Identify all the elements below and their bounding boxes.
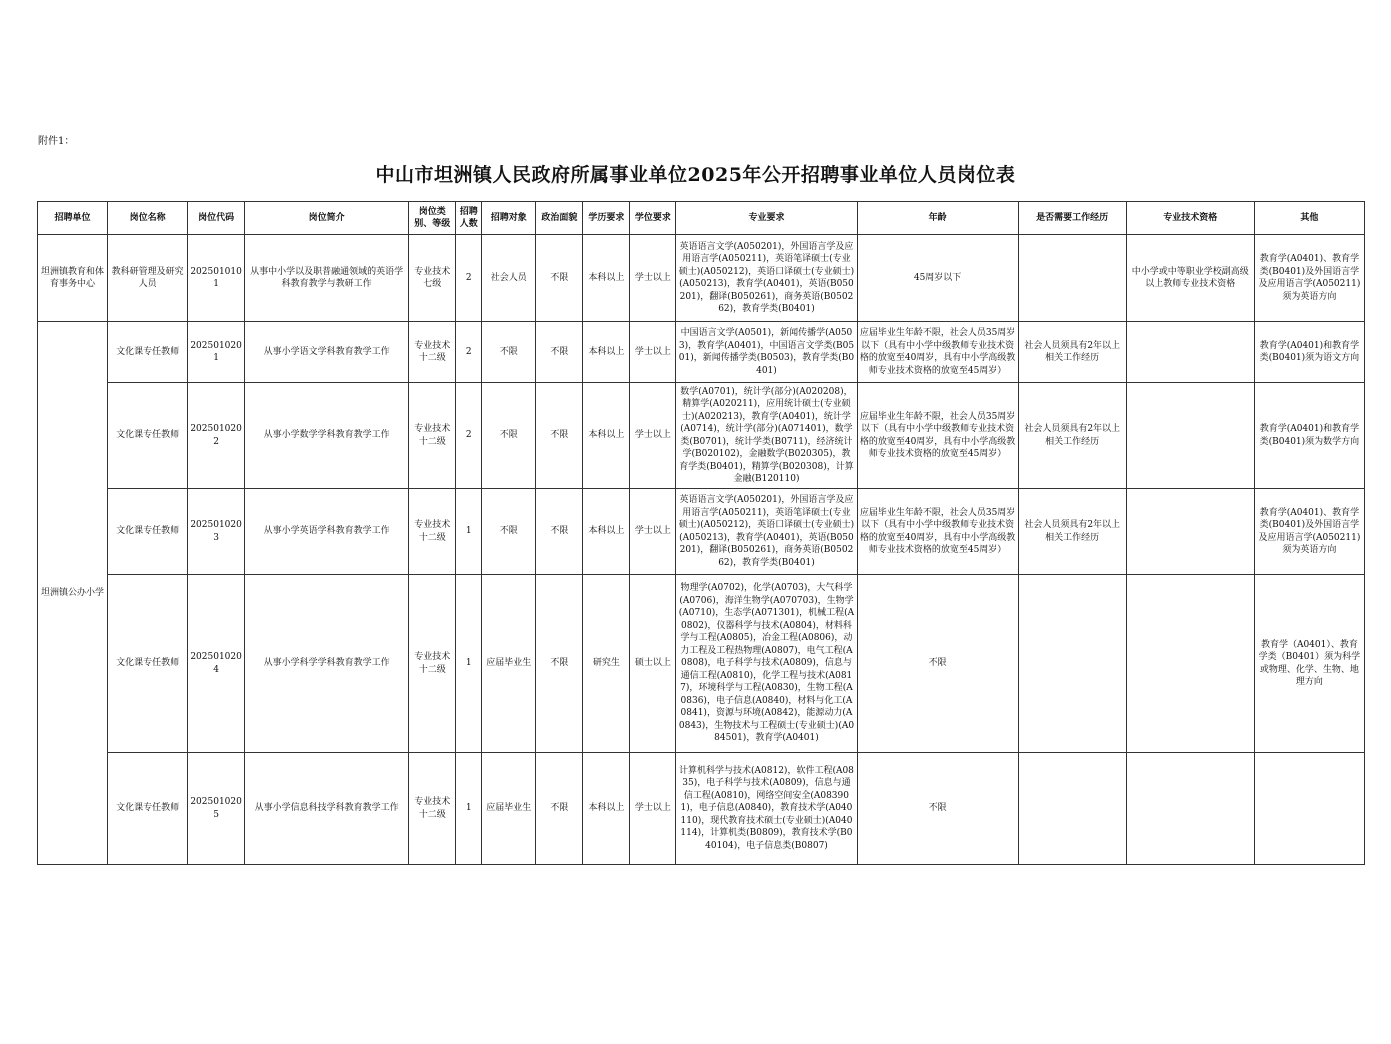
header-cell: 年龄 [857,202,1018,235]
count-cell: 1 [456,753,482,865]
other-cell: 教育学(A0401)和教育学类(B0401)须为语文方向 [1254,322,1364,383]
header-cell: 招聘单位 [38,202,108,235]
header-cell: 其他 [1254,202,1364,235]
qualification-cell [1126,322,1254,383]
unit-cell: 坦洲镇教育和体育事务中心 [38,235,108,322]
header-cell: 岗位类别、等级 [409,202,456,235]
degree-cell: 硕士以上 [630,575,676,753]
header-cell: 招聘人数 [456,202,482,235]
position-cell: 文化课专任教师 [108,322,188,383]
code-cell: 2025010204 [188,575,245,753]
header-cell: 岗位代码 [188,202,245,235]
experience-cell: 社会人员须具有2年以上相关工作经历 [1018,489,1126,575]
header-cell: 学历要求 [583,202,630,235]
header-row [38,202,1365,235]
age-cell: 应届毕业生年龄不限，社会人员35周岁以下（具有中小学中级教师专业技术资格的放宽至40周岁，具有中小学高级教师专业技术资格的放宽至45周岁） [857,322,1018,383]
grade-cell: 专业技术十二级 [409,489,456,575]
degree-cell: 学士以上 [630,322,676,383]
table-row [38,235,1365,322]
education-cell: 本科以上 [583,383,630,489]
education-cell: 研究生 [583,575,630,753]
grade-cell: 专业技术十二级 [409,753,456,865]
code-cell: 2025010101 [188,235,245,322]
grade-cell: 专业技术十二级 [409,383,456,489]
political-cell: 不限 [536,753,583,865]
table-row [38,575,1365,753]
degree-cell: 学士以上 [630,489,676,575]
target-cell: 不限 [482,322,536,383]
other-cell: 教育学(A0401)和教育学类(B0401)须为数学方向 [1254,383,1364,489]
political-cell: 不限 [536,235,583,322]
other-cell: 教育学(A0401)、教育学类(B0401)及外国语言学及应用语言学(A050211)须为英语方向 [1254,235,1364,322]
header-cell: 是否需要工作经历 [1018,202,1126,235]
header-cell: 岗位名称 [108,202,188,235]
experience-cell: 社会人员须具有2年以上相关工作经历 [1018,322,1126,383]
header-cell: 专业要求 [676,202,857,235]
major-cell: 数学(A0701)，统计学(部分)(A020208)，精算学(A020211)，应用统计硕士(专业硕士)(A020213)，教育学(A0401)，统计学(A0714)，统计学(部分)(A071401)，数学类(B0701)，统计学类(B0711)，经济统计学(B020102)，金融数学(B020305)，教育学类(B0401)，精算学(B020308)，计算金融(B120110) [676,383,857,489]
age-cell: 不限 [857,575,1018,753]
education-cell: 本科以上 [583,753,630,865]
grade-cell: 专业技术十二级 [409,322,456,383]
experience-cell [1018,235,1126,322]
position-cell: 文化课专任教师 [108,575,188,753]
target-cell: 社会人员 [482,235,536,322]
education-cell: 本科以上 [583,235,630,322]
table-row [38,753,1365,865]
qualification-cell [1126,383,1254,489]
target-cell: 不限 [482,489,536,575]
table-row [38,489,1365,575]
intro-cell: 从事小学数学学科教育教学工作 [245,383,409,489]
other-cell: 教育学(A0401)、教育学类(B0401)及外国语言学及应用语言学(A050211)须为英语方向 [1254,489,1364,575]
degree-cell: 学士以上 [630,383,676,489]
major-cell: 中国语言文学(A0501)，新闻传播学(A0503)，教育学(A0401)，中国语言文学类(B0501)，新闻传播学类(B0503)，教育学类(B0401) [676,322,857,383]
age-cell: 应届毕业生年龄不限，社会人员35周岁以下（具有中小学中级教师专业技术资格的放宽至40周岁，具有中小学高级教师专业技术资格的放宽至45周岁） [857,383,1018,489]
header-cell: 岗位简介 [245,202,409,235]
major-cell: 英语语言文学(A050201)，外国语言学及应用语言学(A050211)，英语笔译硕士(专业硕士)(A050212)，英语口译硕士(专业硕士)(A050213)，教育学(A0401)，英语(B050201)，翻译(B050261)，商务英语(B050262)，教育学类(B0401) [676,489,857,575]
position-cell: 文化课专任教师 [108,489,188,575]
header-cell: 学位要求 [630,202,676,235]
count-cell: 2 [456,383,482,489]
political-cell: 不限 [536,489,583,575]
position-cell: 文化课专任教师 [108,753,188,865]
count-cell: 2 [456,235,482,322]
political-cell: 不限 [536,383,583,489]
header-cell: 政治面貌 [536,202,583,235]
header-cell: 招聘对象 [482,202,536,235]
qualification-cell [1126,489,1254,575]
age-cell: 不限 [857,753,1018,865]
qualification-cell [1126,575,1254,753]
political-cell: 不限 [536,322,583,383]
count-cell: 2 [456,322,482,383]
header-cell: 专业技术资格 [1126,202,1254,235]
code-cell: 2025010202 [188,383,245,489]
political-cell: 不限 [536,575,583,753]
intro-cell: 从事小学英语学科教育教学工作 [245,489,409,575]
code-cell: 2025010203 [188,489,245,575]
age-cell: 应届毕业生年龄不限，社会人员35周岁以下（具有中小学中级教师专业技术资格的放宽至40周岁，具有中小学高级教师专业技术资格的放宽至45周岁） [857,489,1018,575]
intro-cell: 从事小学信息科技学科教育教学工作 [245,753,409,865]
major-cell: 计算机科学与技术(A0812)，软件工程(A0835)，电子科学与技术(A0809)，信息与通信工程(A0810)，网络空间安全(A083901)，电子信息(A0840)，教育技术学(A040110)，现代教育技术硕士(专业硕士)(A040114)，计算机类(B0809)，教育技术学(B040104)，电子信息类(B0807) [676,753,857,865]
code-cell: 2025010205 [188,753,245,865]
table-row [38,322,1365,383]
target-cell: 不限 [482,383,536,489]
age-cell: 45周岁以下 [857,235,1018,322]
major-cell: 物理学(A0702)，化学(A0703)，大气科学(A0706)，海洋生物学(A070703)，生物学(A0710)，生态学(A071301)，机械工程(A0802)，仪器科学与技术(A0804)，材料科学与工程(A0805)，冶金工程(A0806)，动力工程及工程热物理(A0807)，电气工程(A0808)，电子科学与技术(A0809)，信息与通信工程(A0810)，化学工程与技术(A0817)，环境科学与工程(A0830)，生物工程(A0836)，电子信息(A0840)，材料与化工(A0841)，资源与环境(A0842)，能源动力(A0843)，生物技术与工程硕士(专业硕士)(A084501)，教育学(A0401) [676,575,857,753]
experience-cell [1018,753,1126,865]
unit-cell: 坦洲镇公办小学 [38,322,108,865]
grade-cell: 专业技术十二级 [409,575,456,753]
education-cell: 本科以上 [583,322,630,383]
degree-cell: 学士以上 [630,753,676,865]
position-cell: 教科研管理及研究人员 [108,235,188,322]
intro-cell: 从事小学科学学科教育教学工作 [245,575,409,753]
intro-cell: 从事小学语文学科教育教学工作 [245,322,409,383]
target-cell: 应届毕业生 [482,575,536,753]
position-cell: 文化课专任教师 [108,383,188,489]
major-cell: 英语语言文学(A050201)，外国语言学及应用语言学(A050211)，英语笔译硕士(专业硕士)(A050212)，英语口译硕士(专业硕士)(A050213)，教育学(A0401)，英语(B050201)，翻译(B050261)，商务英语(B050262)，教育学类(B0401) [676,235,857,322]
recruitment-table [37,201,1365,865]
target-cell: 应届毕业生 [482,753,536,865]
experience-cell: 社会人员须具有2年以上相关工作经历 [1018,383,1126,489]
degree-cell: 学士以上 [630,235,676,322]
table-row [38,383,1365,489]
grade-cell: 专业技术七级 [409,235,456,322]
education-cell: 本科以上 [583,489,630,575]
experience-cell [1018,575,1126,753]
other-cell: 教育学（A0401）、教育学类（B0401）须为科学或物理、化学、生物、地理方向 [1254,575,1364,753]
attachment-label: 附件1： [38,136,75,147]
intro-cell: 从事中小学以及职普融通领域的英语学科教育教学与教研工作 [245,235,409,322]
code-cell: 2025010201 [188,322,245,383]
count-cell: 1 [456,575,482,753]
page-title: 中山市坦洲镇人民政府所属事业单位2025年公开招聘事业单位人员岗位表 [375,164,1016,186]
qualification-cell [1126,753,1254,865]
count-cell: 1 [456,489,482,575]
qualification-cell: 中小学或中等职业学校副高级以上教师专业技术资格 [1126,235,1254,322]
other-cell [1254,753,1364,865]
